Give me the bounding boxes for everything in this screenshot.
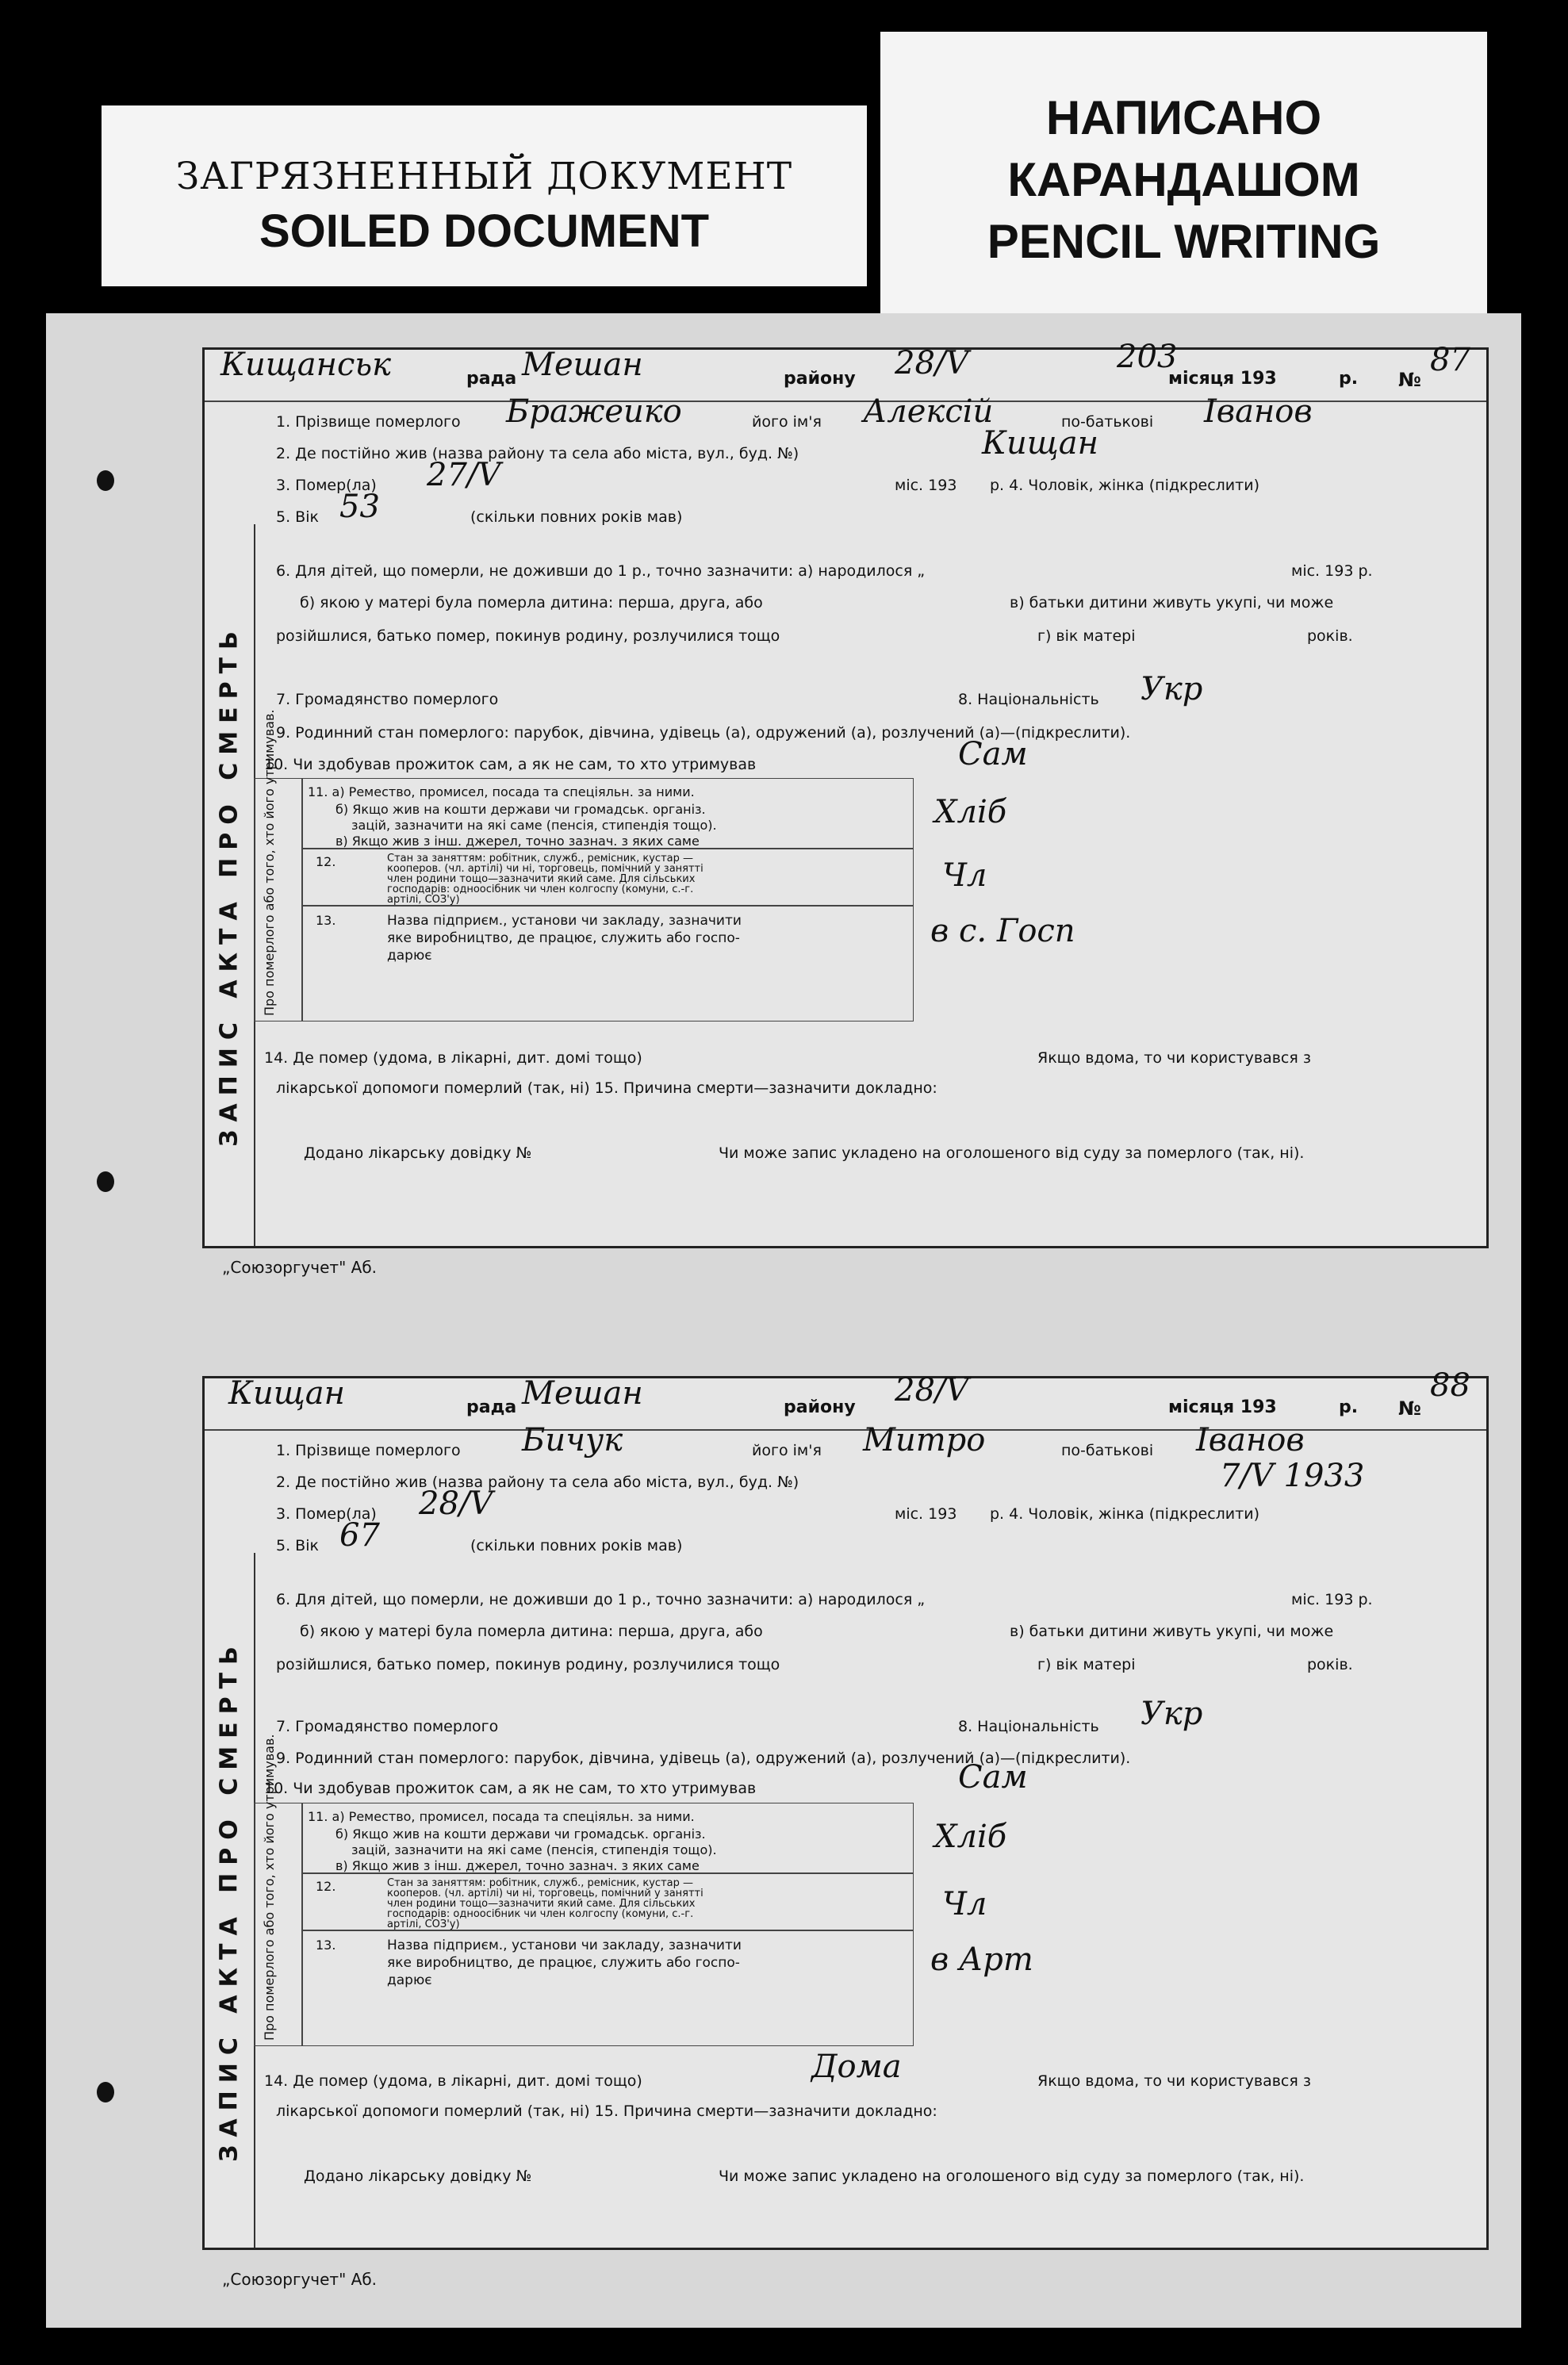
label-no-2: № [1398,1397,1421,1420]
hw-status-2: Чл [942,1886,987,1922]
field-month-label-2: міс. 193 [895,1505,957,1523]
vertical-title-2: ЗАПИС АКТА ПРО СМЕРТЬ [205,1553,255,2248]
field-11b2-2: зацій, зазначити на які саме (пенсія, стипендія тощо). [351,1842,717,1857]
field-13b: яке виробництво, де працює, служить або госпо- [387,930,740,946]
hw-rada: Мешан [522,347,643,383]
hw-date: 28/V [895,345,969,381]
field-12a: Стан за заняттям: робітник, служб., ремісник, кустар — [387,853,693,864]
hw-status: Чл [942,857,987,894]
field-children-c: розійшлися, батько помер, покинув родину, розлучилися тощо [276,627,780,645]
hw-date-2: 28/V [895,1372,969,1409]
field-12b-2: кооперов. (чл. артілі) чи ні, торговець, помічний у занятті [387,1888,703,1899]
field-age-label: 5. Вік [276,508,319,526]
field-supported-2: 10. Чи здобував прожиток сам, а як не сам, то хто утримував [264,1780,757,1797]
punch-hole [97,2082,114,2102]
field-13: 13. [316,913,336,928]
field-home: Якщо вдома, то чи користувався з [1037,1049,1311,1067]
field-month-label: міс. 193 [895,477,957,494]
hw-residence: Кищан [982,425,1098,462]
hw-nationality-2: Укр [1141,1696,1203,1732]
field-sex-label-2: р. 4. Чоловік, жінка (підкреслити) [990,1505,1259,1523]
label-misiatsia-2: місяця 193 [1168,1397,1277,1417]
field-children-b: б) якою у матері була померла дитина: перша, друга, або [300,594,763,611]
hw-supported-2: Сам [958,1759,1028,1796]
field-13a: Назва підприєм., установи чи закладу, зазначити [387,913,742,929]
hw-surname-2: Бичук [522,1422,623,1458]
field-12-2: 12. [316,1879,336,1894]
hw-occupation: Хліб [934,794,1007,830]
side-note: Про померлого або того, хто його утримував. [262,709,277,1016]
hw-death-day: 27/V [427,457,501,493]
field-11a: 11. а) Ремество, промисел, посада та спеціяльн. за ними. [308,784,695,799]
field-children-b2-2: в) батьки дитини живуть укупі, чи може [1010,1623,1334,1640]
field-children-a: 6. Для дітей, що померли, не доживши до 1 р., точно зазначити: а) народилося „ [276,562,926,580]
soiled-label-en: SOILED DOCUMENT [259,205,710,257]
field-age-label-2: 5. Вік [276,1537,319,1554]
field-13c-2: дарює [387,1972,432,1988]
field-12e: артілі, СОЗ'у) [387,894,460,906]
field-13b-2: яке виробництво, де працює, служить або госпо- [387,1955,740,1971]
field-children-a-2: 6. Для дітей, що померли, не доживши до 1 р., точно зазначити: а) народилося „ [276,1591,926,1608]
label-rada: рада [466,369,517,389]
field-nationality: 8. Національність [958,691,1099,708]
hw-rada-2: Мешан [522,1375,643,1412]
punch-hole [97,470,114,491]
field-cause: лікарської допомоги померлий (так, ні) 15. Причина смерти—зазначити докладно: [276,1079,937,1097]
hw-death-place-2: Дома [811,2049,902,2085]
hw-name-2: Митро [863,1422,986,1458]
field-died-label-2: 3. Помер(ла) [276,1505,377,1523]
field-11b: б) Якщо жив на кошти держави чи громадськ. організ. [335,802,706,817]
field-11c-2: в) Якщо жив з інш. джерел, точно зазнач. з яких саме [335,1858,700,1873]
field-court-2: Чи може запис укладено на оголошеного від суду за померлого (так, ні). [719,2168,1305,2185]
pencil-label-ru-1: НАПИСАНО [1045,91,1322,144]
hw-nationality: Укр [1141,671,1203,707]
field-children-b-2: б) якою у матері була померла дитина: перша, друга, або [300,1623,763,1640]
field-12e-2: артілі, СОЗ'у) [387,1918,460,1930]
hw-patronymic: Іванов [1204,393,1313,430]
field-11a-2: 11. а) Ремество, промисел, посада та спеціяльн. за ними. [308,1809,695,1824]
label-misiatsia: місяця 193 [1168,369,1277,389]
field-citizenship-2: 7. Громадянство померлого [276,1718,499,1735]
field-mother-age-2: г) вік матері [1037,1656,1136,1673]
field-mother-age: г) вік матері [1037,627,1136,645]
field-court: Чи може запис укладено на оголошеного від суду за померлого (так, ні). [719,1144,1305,1162]
hw-age-2: 67 [339,1517,380,1554]
field-certificate-2: Додано лікарську довідку № [304,2168,532,2185]
hw-council: Кищанськ [220,347,392,383]
hw-residence-2: 7/V 1933 [1220,1458,1365,1494]
pencil-writing-label [880,32,1487,317]
label-raionu: району [784,369,856,389]
label-rada-2: рада [466,1397,517,1417]
field-name-label: його ім'я [752,413,822,431]
field-12: 12. [316,854,336,869]
field-11b-2: б) Якщо жив на кошти держави чи громадськ. організ. [335,1826,706,1842]
field-12c-2: член родини тощо—зазначити який саме. Для сільських [387,1898,696,1910]
side-note-2: Про померлого або того, хто його утримував. [262,1734,277,2041]
label-r: р. [1339,369,1359,389]
field-age-note-2: (скільки повних років мав) [470,1537,683,1554]
pencil-label-en: PENCIL WRITING [987,215,1381,268]
hw-death-day-2: 28/V [419,1485,493,1522]
field-12d-2: господарів: одноосібник чи член колгоспу (комуни, с.-г. [387,1908,694,1920]
field-patronymic-label-2: по-батькові [1061,1442,1154,1459]
field-certificate: Додано лікарську довідку № [304,1144,532,1162]
field-marital: 9. Родинний стан померлого: парубок, дівчина, удівець (а), одружений (а), розлучений (а)—(підкреслити). [276,724,1131,742]
pencil-label-ru-2: КАРАНДАШОМ [1007,153,1360,206]
field-citizenship: 7. Громадянство померлого [276,691,499,708]
hw-patronymic-2: Іванов [1196,1422,1305,1458]
field-name-label-2: його ім'я [752,1442,822,1459]
footer-2: „Союзоргучет" Аб. [222,2270,378,2289]
field-children-c-2: розійшлися, батько помер, покинув родину, розлучилися тощо [276,1656,780,1673]
field-years: років. [1307,627,1353,645]
field-13a-2: Назва підприєм., установи чи закладу, зазначити [387,1938,742,1953]
footer-1: „Союзоргучет" Аб. [222,1258,378,1277]
field-residence-label-2: 2. Де постійно жив (назва району та села або міста, вул., буд. №) [276,1474,799,1491]
hw-occupation-2: Хліб [934,1819,1007,1855]
punch-hole [97,1171,114,1192]
field-12d: господарів: одноосібник чи член колгоспу (комуни, с.-г. [387,884,694,895]
hw-name: Алексій [863,393,994,430]
hw-surname: Бражеико [506,393,682,430]
hw-age: 53 [339,489,380,525]
field-surname-label: 1. Прізвище померлого [276,413,461,431]
hw-extra: 203 [1117,339,1178,375]
hw-number-2: 88 [1430,1367,1470,1404]
hw-council-2: Кищан [228,1375,345,1412]
label-raionu-2: району [784,1397,856,1417]
field-11b2: зацій, зазначити на які саме (пенсія, стипендія тощо). [351,818,717,833]
field-died-label: 3. Помер(ла) [276,477,377,494]
soiled-label-ru: ЗАГРЯЗНЕННЫЙ ДОКУМЕНТ [175,155,793,198]
hw-workplace-2: в Арт [930,1941,1033,1978]
field-residence-label: 2. Де постійно жив (назва району та села або міста, вул., буд. №) [276,445,799,462]
hw-supported: Сам [958,736,1028,772]
field-years-2: років. [1307,1656,1353,1673]
field-children-a2-2: міс. 193 р. [1291,1591,1373,1608]
field-death-place-2: 14. Де помер (удома, в лікарні, дит. домі тощо) [264,2072,642,2090]
field-age-note: (скільки повних років мав) [470,508,683,526]
field-death-place: 14. Де помер (удома, в лікарні, дит. домі тощо) [264,1049,642,1067]
field-home-2: Якщо вдома, то чи користувався з [1037,2072,1311,2090]
label-r-2: р. [1339,1397,1359,1417]
death-record-form-1 [202,339,1489,1248]
label-no: № [1398,369,1421,391]
field-12b: кооперов. (чл. артілі) чи ні, торговець, помічний у занятті [387,863,703,875]
death-record-form-2 [202,1367,1489,2250]
field-children-b2: в) батьки дитини живуть укупі, чи може [1010,594,1334,611]
field-children-a2: міс. 193 р. [1291,562,1373,580]
field-sex-label: р. 4. Чоловік, жінка (підкреслити) [990,477,1259,494]
hw-workplace: в с. Госп [930,913,1075,949]
vertical-title: ЗАПИС АКТА ПРО СМЕРТЬ [205,524,255,1246]
hw-number: 87 [1430,342,1470,378]
field-13-2: 13. [316,1938,336,1953]
field-13c: дарює [387,948,432,964]
field-surname-label-2: 1. Прізвище померлого [276,1442,461,1459]
field-cause-2: лікарської допомоги померлий (так, ні) 15. Причина смерти—зазначити докладно: [276,2102,937,2120]
field-marital-2: 9. Родинний стан померлого: парубок, дівчина, удівець (а), одружений (а), розлучений (а)—(підкреслити). [276,1750,1131,1767]
field-supported: 10. Чи здобував прожиток сам, а як не сам, то хто утримував [264,756,757,773]
field-patronymic-label: по-батькові [1061,413,1154,431]
field-12c: член родини тощо—зазначити який саме. Для сільських [387,873,696,885]
field-12a-2: Стан за заняттям: робітник, служб., ремісник, кустар — [387,1877,693,1889]
field-11c: в) Якщо жив з інш. джерел, точно зазнач. з яких саме [335,834,700,849]
soiled-document-label [102,105,867,286]
field-nationality-2: 8. Національність [958,1718,1099,1735]
